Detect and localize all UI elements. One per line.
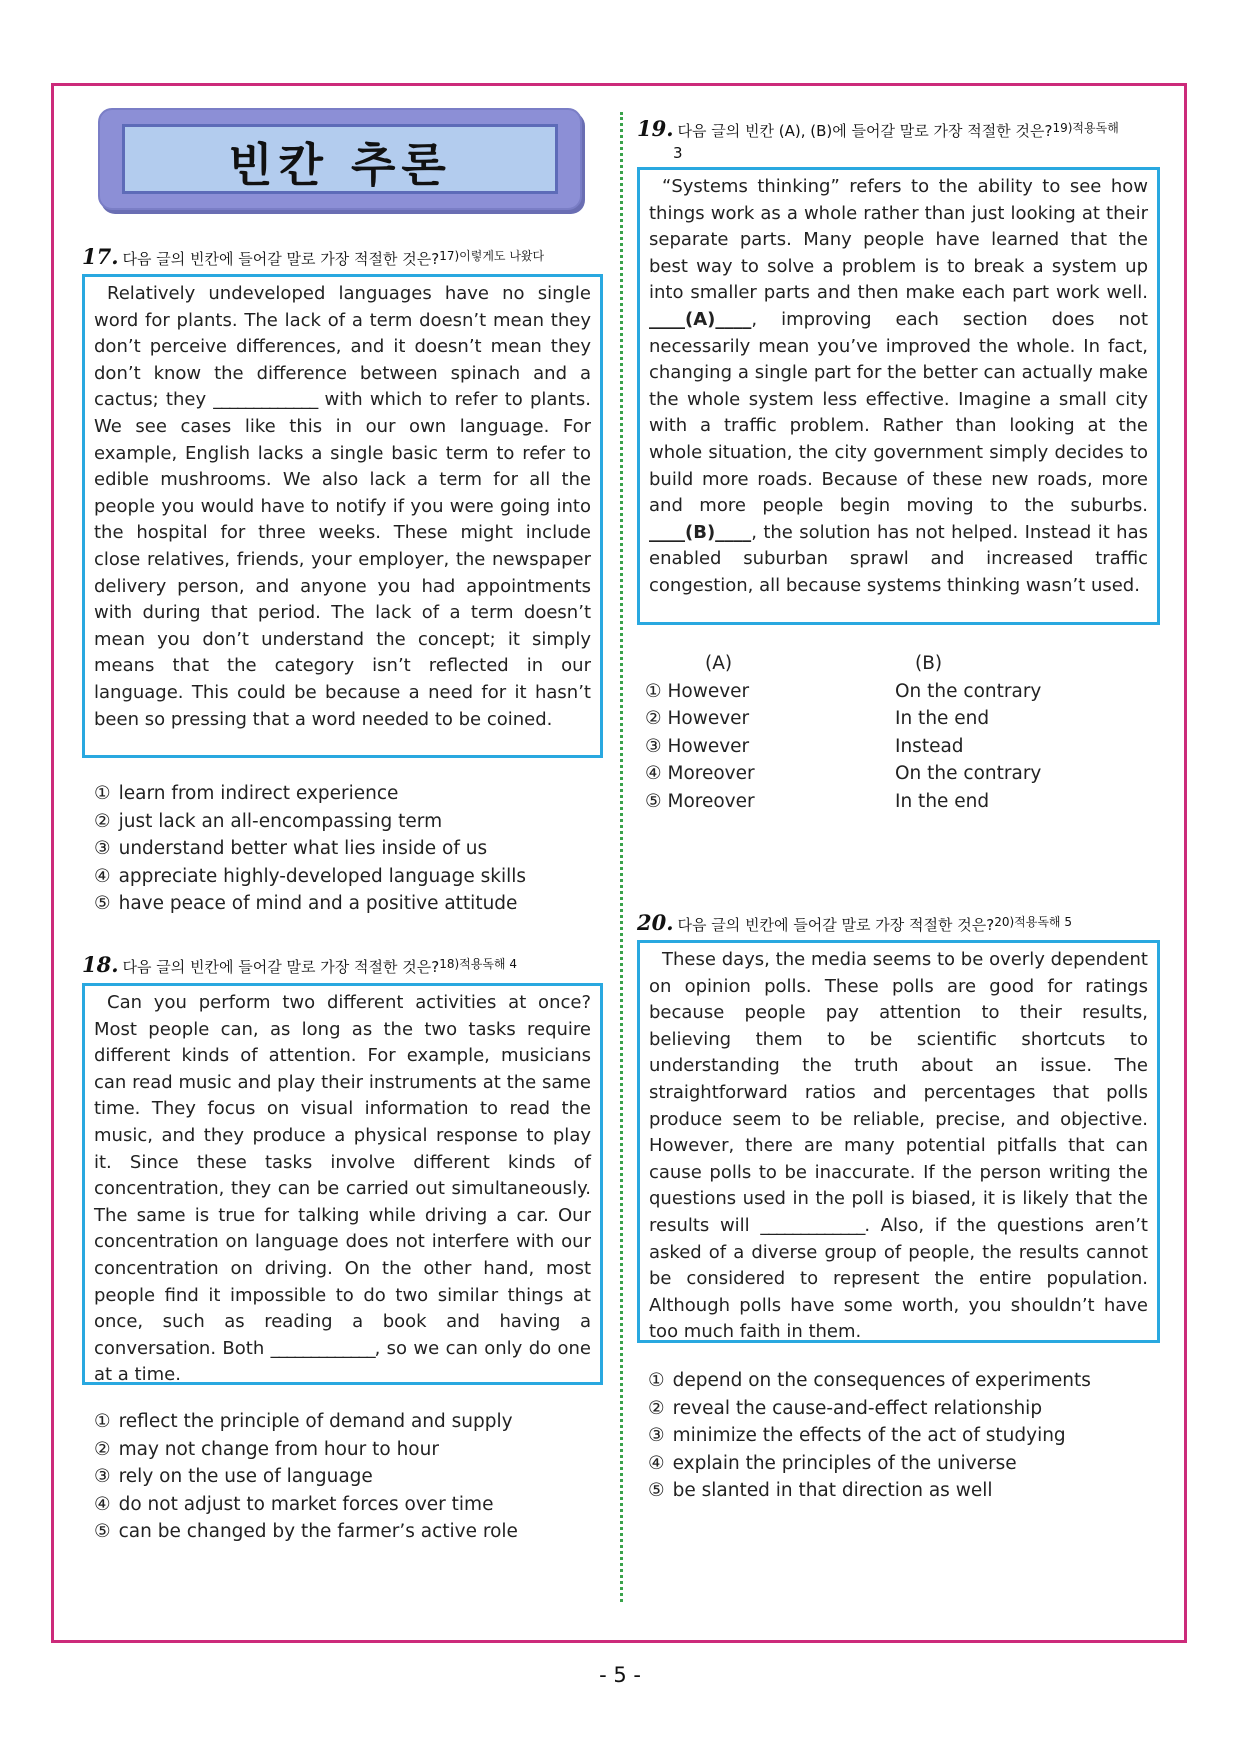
q19-options <box>645 650 1041 816</box>
q19-option-3[interactable] <box>645 733 1041 761</box>
option-text: can be changed by the farmer’s active role <box>118 1521 518 1543</box>
option-number: ⑤ <box>94 893 111 915</box>
q20-option-3[interactable] <box>648 1422 1091 1450</box>
q19-blank-a: ____(A)____ <box>649 308 752 330</box>
q19-passage <box>649 174 1148 600</box>
q17-option-1[interactable] <box>94 780 526 808</box>
q19-options-header <box>645 650 1041 678</box>
q20-blank: _____________ <box>760 1214 865 1236</box>
option-number: ② <box>645 708 662 730</box>
option-text: rely on the use of language <box>118 1466 373 1488</box>
option-text: just lack an all-encompassing term <box>118 810 443 832</box>
q17-header <box>82 245 544 270</box>
option-a: However <box>667 735 750 757</box>
option-text: have peace of mind and a positive attitude <box>118 893 518 915</box>
option-text: be slanted in that direction as well <box>672 1480 993 1502</box>
q17-option-5[interactable] <box>94 890 526 918</box>
option-a: However <box>667 680 750 702</box>
q18-passage-part-b: , so we can only do one at a time. <box>94 1337 591 1386</box>
q19-passage-box <box>637 167 1160 625</box>
option-text: depend on the consequences of experiments <box>672 1370 1091 1391</box>
option-b: On the contrary <box>895 680 1042 702</box>
option-text: may not change from hour to hour <box>118 1438 439 1460</box>
option-number: ② <box>94 810 111 832</box>
q20-passage-part-a: These days, the media seems to be overly dependent on opinion polls. These polls are good for ratings because people pay attention to their results, believing them to be scientific shortcuts to understanding the truth about an issue. The straightforward ratios and percentages that polls produce seem to be reliable, precise, and objective. However, there are many potential pitfalls that can cause polls to be inaccurate. If the person writing the questions used in the poll is biased, it is likely that the results will <box>649 949 1148 1236</box>
q20-note: 20)적용독해 5 <box>994 915 1072 929</box>
q19-option-1[interactable] <box>645 678 1041 706</box>
q17-blank: _____________ <box>213 389 318 411</box>
column-divider <box>620 112 623 1602</box>
option-number: ② <box>648 1397 665 1419</box>
q20-passage <box>649 947 1148 1346</box>
option-b: In the end <box>895 790 990 812</box>
option-number: ③ <box>648 1425 665 1447</box>
q17-passage-part-b: with which to refer to plants. We see cases like this in our own language. For example, English lacks a single basic term to refer to edible mushrooms. We also lack a term for all the people you would have to notify if you were going into the hospital for three weeks. These might include close relatives, friends, your employer, the newspaper delivery person, and anyone you had appointments with during that period. The lack of a term doesn’t mean you don’t understand the concept; it simply means that the category isn’t reflected in our language. This could be because a need for it hasn’t been so pressing that a word needed to be coined. <box>94 389 591 730</box>
q19-option-2[interactable] <box>645 705 1041 733</box>
q18-prompt: 다음 글의 빈칸에 들어갈 말로 가장 적절한 것은? <box>122 958 440 976</box>
q19-note-tail: 3 <box>673 144 683 162</box>
option-number: ② <box>94 1438 111 1460</box>
q20-option-5[interactable] <box>648 1477 1091 1505</box>
option-number: ① <box>648 1370 665 1391</box>
q19-passage-part-b: , improving each section does not necessarily mean you’ve improved the whole. In fact, changing a single part for the better can actually make the whole system less effective. Imagine a small city with a traffic problem. Rather than looking at the whole situation, the city government simply decides to build more roads. Because of these new roads, more and more people begin moving to the suburbs. <box>649 308 1148 517</box>
q18-option-1[interactable] <box>94 1408 518 1436</box>
q17-number: 17. <box>82 244 119 269</box>
q18-number: 18. <box>82 952 119 977</box>
q20-header <box>637 911 1072 936</box>
option-number: ⑤ <box>94 1521 111 1543</box>
option-number: ① <box>645 680 662 702</box>
option-number: ⑤ <box>648 1480 665 1502</box>
q18-header <box>82 953 517 978</box>
q18-option-5[interactable] <box>94 1518 518 1546</box>
q20-passage-box <box>637 940 1160 1343</box>
option-number: ⑤ <box>645 790 662 812</box>
q19-note: 19)적용독해 <box>1052 121 1119 135</box>
q19-option-4[interactable] <box>645 760 1041 788</box>
section-banner <box>98 108 582 210</box>
option-number: ④ <box>645 763 662 785</box>
section-title: 빈칸 추론 <box>228 138 452 192</box>
option-a: Moreover <box>667 790 755 812</box>
q19-header <box>637 117 1167 164</box>
q20-options <box>648 1367 1091 1505</box>
option-b: Instead <box>895 735 964 757</box>
q18-options <box>94 1408 518 1546</box>
q20-number: 20. <box>637 910 674 935</box>
option-text: reflect the principle of demand and supply <box>118 1411 513 1432</box>
option-number: ④ <box>94 1493 111 1515</box>
q19-number: 19. <box>637 116 674 141</box>
section-banner-inner <box>122 124 558 194</box>
option-number: ④ <box>648 1452 665 1474</box>
q17-passage-part-a: Relatively undeveloped languages have no single word for plants. The lack of a term doesn’t mean they don’t perceive differences, and it doesn’t mean they don’t know the difference between spinach and a cactus; they <box>94 283 591 411</box>
option-number: ③ <box>94 1466 111 1488</box>
option-text: minimize the effects of the act of studying <box>672 1425 1066 1447</box>
q20-passage-part-b: . Also, if the questions aren’t asked of a diverse group of people, the results cannot be considered to represent the entire population. Although polls have some worth, you shouldn’t have too much faith in them. <box>649 1214 1148 1343</box>
option-number: ④ <box>94 865 111 887</box>
option-text: reveal the cause-and-effect relationship <box>672 1397 1043 1419</box>
option-number: ③ <box>94 838 111 860</box>
q17-option-3[interactable] <box>94 835 526 863</box>
option-text: appreciate highly-developed language skills <box>118 865 527 887</box>
q19-prompt: 다음 글의 빈칸 (A), (B)에 들어갈 말로 가장 적절한 것은? <box>677 122 1053 140</box>
q20-option-2[interactable] <box>648 1395 1091 1423</box>
q17-note: 17)이렇게도 나왔다 <box>439 249 545 263</box>
option-b: On the contrary <box>895 763 1042 785</box>
option-b: In the end <box>895 708 990 730</box>
option-text: learn from indirect experience <box>118 783 399 804</box>
q17-options <box>94 780 526 918</box>
q18-option-3[interactable] <box>94 1463 518 1491</box>
q19-passage-part-a: “Systems thinking” refers to the ability to see how things work as a whole rather than just looking at their separate parts. Many people have learned that the best way to solve a problem is to break a system up into smaller parts and then make each part work well. <box>649 176 1148 304</box>
q17-prompt: 다음 글의 빈칸에 들어갈 말로 가장 적절한 것은? <box>122 250 440 268</box>
q19-col-b-header: (B) <box>915 653 943 674</box>
q18-note: 18)적용독해 4 <box>439 957 517 971</box>
q17-option-4[interactable] <box>94 863 526 891</box>
option-number: ① <box>94 783 111 804</box>
q18-passage <box>94 990 591 1389</box>
q20-option-4[interactable] <box>648 1450 1091 1478</box>
q20-prompt: 다음 글의 빈칸에 들어갈 말로 가장 적절한 것은? <box>677 916 995 934</box>
q19-passage-part-c: , the solution has not helped. Instead it has enabled suburban sprawl and increased traffic congestion, all because systems thinking wasn’t used. <box>649 521 1148 596</box>
option-number: ③ <box>645 735 662 757</box>
q18-option-2[interactable] <box>94 1436 518 1464</box>
q18-blank: _____________ <box>270 1337 375 1359</box>
q18-passage-part-a: Can you perform two different activities at once? Most people can, as long as the two tasks require different kinds of attention. For example, musicians can read music and play their instruments at the same time. They focus on visual information to read the music, and they produce a physical response to play it. Since these tasks involve different kinds of concentration, they can be carried out simultaneously. The same is true for talking while driving a car. Our concentration on language does not interfere with our concentration on driving. On the other hand, most people find it impossible to do two similar things at once, such as reading a book and having a conversation. Both <box>94 992 591 1359</box>
q17-option-2[interactable] <box>94 808 526 836</box>
option-text: do not adjust to market forces over time <box>118 1493 494 1515</box>
q20-option-1[interactable] <box>648 1367 1091 1395</box>
q19-option-5[interactable] <box>645 788 1041 816</box>
q17-passage <box>94 281 591 733</box>
q18-passage-box <box>82 983 603 1385</box>
q18-option-4[interactable] <box>94 1491 518 1519</box>
option-number: ① <box>94 1411 111 1432</box>
page-number: - 5 - <box>599 1663 641 1687</box>
option-a: Moreover <box>667 763 755 785</box>
q17-passage-box <box>82 274 603 758</box>
q19-blank-b: ____(B)____ <box>649 521 752 543</box>
option-text: explain the principles of the universe <box>672 1452 1017 1474</box>
option-a: However <box>667 708 750 730</box>
q19-col-a-header: (A) <box>705 653 733 674</box>
option-text: understand better what lies inside of us <box>118 838 488 860</box>
